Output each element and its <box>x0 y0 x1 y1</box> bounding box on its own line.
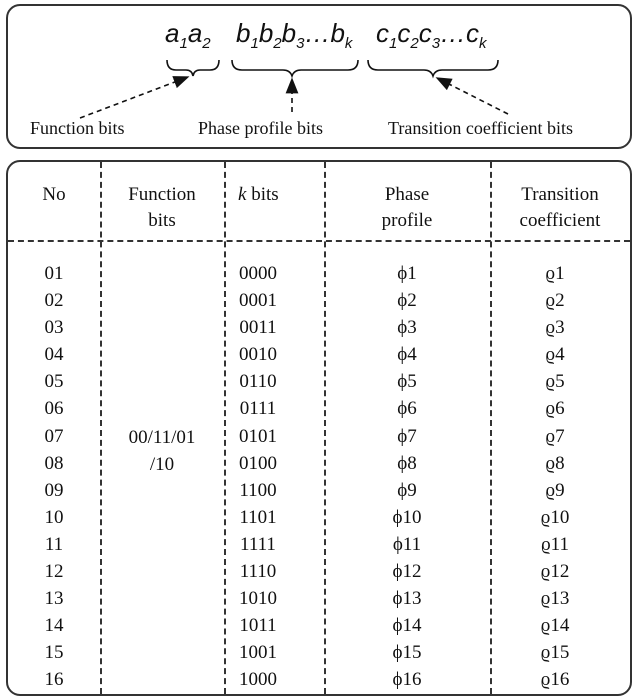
table-cell-transition: ϱ12 <box>540 561 570 583</box>
table-cell-transition: ϱ4 <box>545 344 565 366</box>
table-cell-no: 15 <box>44 642 64 664</box>
table-cell-k-bits: 0110 <box>239 371 277 393</box>
table-cell-k-bits: 1010 <box>239 588 277 610</box>
table-cell-phase: ϕ8 <box>397 452 417 474</box>
table-cell-no: 05 <box>44 371 64 393</box>
transition-coefficient-bits-string: $c_1c_2c_3\dots c_k$ <box>376 18 487 52</box>
transition-coefficient-bits-caption: Transition coefficient bits <box>388 118 573 138</box>
table-cell-phase: ϕ15 <box>392 642 422 664</box>
table-cell-phase: ϕ1 <box>397 263 417 284</box>
header-no: No <box>42 184 66 205</box>
table-cell-phase: ϕ14 <box>392 615 422 637</box>
header-function-bits: Function bits <box>128 184 196 231</box>
table-cell-k-bits: 0111 <box>239 398 277 420</box>
table-cell-k-bits: 1101 <box>239 506 277 528</box>
table-cell-transition: ϱ13 <box>540 588 570 610</box>
phase-profile-bits-caption: Phase profile bits <box>198 118 323 138</box>
table-cell-k-bits: 1110 <box>239 561 277 583</box>
table-cell-phase: ϕ3 <box>397 317 417 339</box>
table-cell-transition: ϱ5 <box>545 371 565 393</box>
bit-structure-panel <box>6 4 632 149</box>
table-cell-transition: ϱ10 <box>540 506 570 528</box>
no-column <box>8 260 100 694</box>
table-cell-transition: ϱ15 <box>540 642 570 664</box>
table-cell-no: 09 <box>44 479 64 501</box>
table-cell-phase: ϕ4 <box>397 344 417 366</box>
table-cell-phase: ϕ16 <box>392 669 422 691</box>
table-cell-transition: ϱ6 <box>545 398 565 420</box>
header-phase-profile: Phase profile <box>381 184 433 231</box>
table-cell-transition: ϱ3 <box>545 317 565 339</box>
transition-coefficient-column <box>490 260 620 694</box>
table-cell-phase: ϕ7 <box>397 425 417 447</box>
function-bits-value: 00/11/01 /10 <box>128 427 196 475</box>
table-cell-transition: ϱ1 <box>545 263 565 284</box>
table-cell-transition: ϱ7 <box>545 425 565 447</box>
table-cell-k-bits: 1111 <box>240 533 276 555</box>
table-cell-phase: ϕ10 <box>392 506 422 528</box>
coding-table <box>6 160 632 696</box>
table-cell-no: 08 <box>44 452 64 474</box>
table-cell-k-bits: 0100 <box>239 452 277 474</box>
table-cell-phase: ϕ2 <box>397 290 417 312</box>
table-cell-k-bits: 0001 <box>239 290 277 312</box>
table-cell-k-bits: 1001 <box>239 642 277 664</box>
function-bits-caption: Function bits <box>30 118 125 138</box>
function-bits-string: $a_1a_2$ <box>165 18 211 52</box>
function-bits-arrow <box>80 77 188 118</box>
function-bits-brace <box>167 60 219 76</box>
table-cell-k-bits: 0010 <box>239 344 277 366</box>
table-cell-transition: ϱ14 <box>540 615 570 637</box>
transition-bits-arrow <box>437 78 508 114</box>
table-cell-no: 11 <box>44 533 64 555</box>
header-divider <box>8 240 630 242</box>
phase-bits-brace <box>232 60 358 76</box>
table-cell-no: 02 <box>44 290 64 312</box>
table-cell-transition: ϱ2 <box>545 290 565 312</box>
table-cell-k-bits: 1011 <box>239 615 277 637</box>
table-cell-k-bits: 1000 <box>239 669 277 691</box>
table-cell-no: 01 <box>44 263 64 284</box>
table-cell-transition: ϱ8 <box>545 452 565 474</box>
table-cell-k-bits: 0101 <box>239 425 277 447</box>
table-cell-no: 16 <box>44 669 64 691</box>
table-cell-no: 10 <box>44 506 64 528</box>
table-cell-no: 03 <box>44 317 64 339</box>
table-cell-transition: ϱ11 <box>541 533 569 555</box>
table-cell-phase: ϕ12 <box>392 561 422 583</box>
table-cell-transition: ϱ9 <box>545 479 565 501</box>
header-k-bits: k bits <box>238 184 279 205</box>
transition-bits-brace <box>368 60 498 76</box>
table-cell-no: 12 <box>44 561 64 583</box>
table-cell-transition: ϱ16 <box>540 669 570 691</box>
table-cell-phase: ϕ9 <box>397 479 417 501</box>
table-cell-no: 04 <box>44 344 64 366</box>
table-cell-no: 07 <box>44 425 64 447</box>
table-cell-phase: ϕ11 <box>392 533 422 555</box>
table-cell-k-bits: 0011 <box>239 317 277 339</box>
table-cell-phase: ϕ6 <box>397 398 417 420</box>
table-cell-no: 14 <box>44 615 64 637</box>
k-bits-column <box>198 260 318 694</box>
table-cell-k-bits: 0000 <box>239 263 277 284</box>
table-cell-no: 06 <box>44 398 64 420</box>
table-cell-k-bits: 1100 <box>239 479 277 501</box>
table-cell-no: 13 <box>44 588 64 610</box>
table-cell-phase: ϕ5 <box>397 371 417 393</box>
table-cell-phase: ϕ13 <box>392 588 422 610</box>
phase-profile-column <box>324 260 490 694</box>
header-transition-coefficient: Transition coefficient <box>519 184 601 231</box>
phase-profile-bits-string: $b_1b_2b_3\dots b_k$ <box>236 18 353 52</box>
